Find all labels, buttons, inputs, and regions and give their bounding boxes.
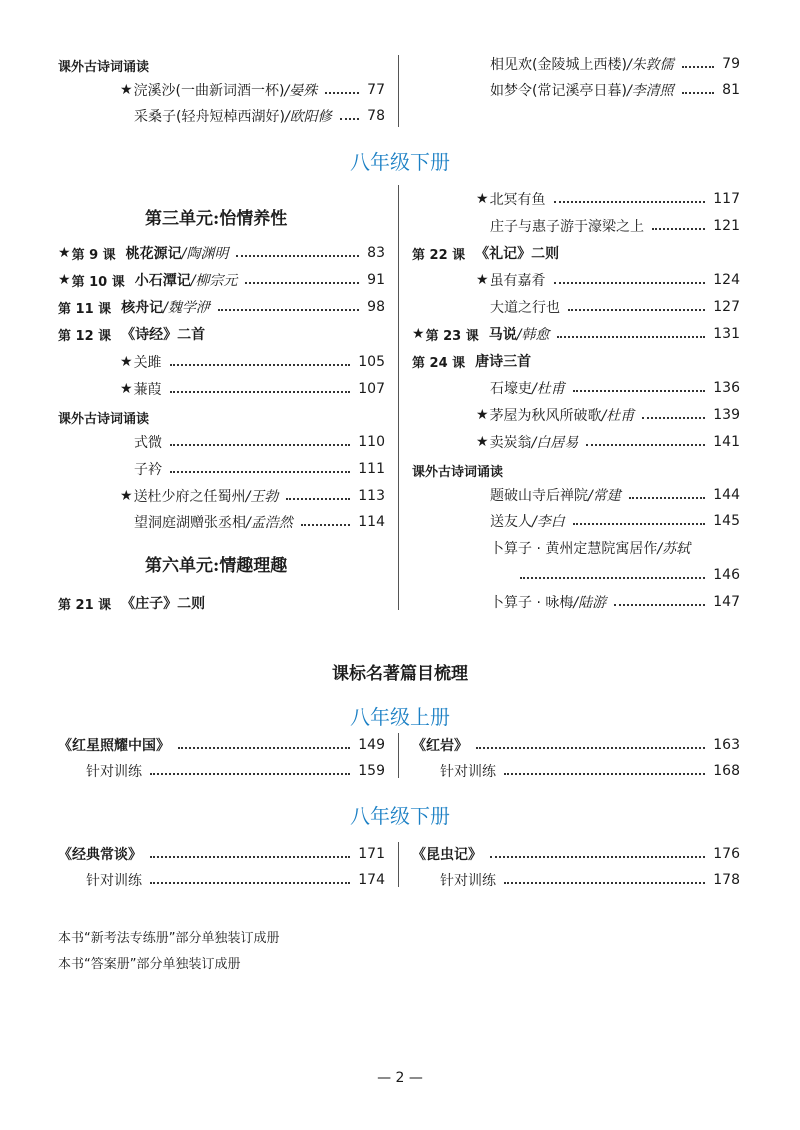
toc-entry[interactable] bbox=[490, 376, 740, 400]
toc-entry[interactable] bbox=[440, 868, 740, 892]
entry-title: 子衿 bbox=[134, 462, 162, 478]
toc-entry[interactable] bbox=[58, 268, 385, 292]
toc-entry[interactable] bbox=[58, 241, 385, 265]
star-icon: ★ bbox=[476, 272, 489, 288]
dot-leader bbox=[504, 773, 705, 775]
dot-leader bbox=[218, 309, 359, 311]
entry-page: 144 bbox=[713, 487, 740, 503]
entry-title: 庄子与惠子游于濠梁之上 bbox=[490, 219, 644, 235]
entry-page: 171 bbox=[358, 846, 385, 862]
entry-page: 178 bbox=[713, 872, 740, 888]
toc-entry[interactable] bbox=[134, 104, 385, 128]
toc-entry[interactable] bbox=[120, 78, 385, 102]
entry-author: /常建 bbox=[588, 488, 621, 504]
lesson-number: 第 21 课 bbox=[58, 597, 112, 613]
entry-title: 虽有嘉肴 bbox=[489, 273, 546, 289]
entry-title: 针对训练 bbox=[440, 873, 496, 889]
dot-leader bbox=[614, 604, 705, 606]
toc-entry[interactable] bbox=[86, 759, 385, 783]
dot-leader bbox=[554, 201, 706, 203]
entry-page: 168 bbox=[713, 763, 740, 779]
dot-leader bbox=[504, 882, 705, 884]
dot-leader bbox=[476, 747, 705, 749]
entry-title: 《庄子》二则 bbox=[121, 596, 206, 612]
entry-page: 117 bbox=[713, 191, 740, 207]
entry-author: /李白 bbox=[532, 514, 565, 530]
dot-leader bbox=[150, 856, 350, 858]
entry-page: 163 bbox=[713, 737, 740, 753]
star-icon: ★ bbox=[120, 82, 133, 98]
toc-entry[interactable] bbox=[476, 403, 740, 427]
entry-title: 针对训练 bbox=[86, 873, 142, 889]
entry-title: 小石潭记 bbox=[134, 273, 191, 289]
toc-entry[interactable] bbox=[490, 295, 740, 319]
lesson-number: 第 12 课 bbox=[58, 328, 112, 344]
entry-author: /韩愈 bbox=[516, 327, 550, 343]
entry-author: /白居易 bbox=[531, 435, 579, 451]
entry-title: 《红岩》 bbox=[412, 738, 468, 754]
toc-entry[interactable] bbox=[120, 350, 385, 374]
entry-page: 174 bbox=[358, 872, 385, 888]
entry-title: 《红星照耀中国》 bbox=[58, 738, 170, 754]
grade-heading-8-lower: 八年级下册 bbox=[350, 150, 450, 174]
entry-author: /王勃 bbox=[245, 489, 279, 505]
dot-leader bbox=[301, 524, 351, 526]
toc-entry[interactable] bbox=[412, 322, 740, 346]
toc-entry[interactable] bbox=[134, 430, 385, 454]
entry-title: 《经典常谈》 bbox=[58, 847, 142, 863]
toc-entry[interactable] bbox=[490, 590, 740, 614]
star-icon: ★ bbox=[476, 191, 489, 207]
entry-page: 141 bbox=[713, 434, 740, 450]
toc-entry[interactable] bbox=[412, 241, 740, 265]
dot-leader bbox=[150, 882, 350, 884]
dot-leader bbox=[170, 444, 350, 446]
section-label-extra-poetry-top: 课外古诗词诵读 bbox=[58, 60, 150, 75]
entry-page: 105 bbox=[358, 354, 385, 370]
toc-entry[interactable] bbox=[412, 733, 740, 757]
page-number: — 2 — bbox=[377, 1070, 423, 1086]
binding-note: 本书“答案册”部分单独装订成册 bbox=[58, 957, 241, 972]
dot-leader bbox=[520, 577, 705, 579]
toc-entry[interactable] bbox=[440, 759, 740, 783]
star-icon: ★ bbox=[120, 381, 133, 397]
entry-author: /陆游 bbox=[573, 595, 607, 611]
entry-title: 相见欢(金陵城上西楼) bbox=[490, 57, 627, 73]
toc-entry[interactable] bbox=[490, 536, 740, 560]
entry-title: 马说 bbox=[488, 327, 517, 343]
dot-leader bbox=[554, 282, 706, 284]
entry-title: 卜算子 · 黄州定慧院寓居作 bbox=[490, 541, 658, 557]
dot-leader bbox=[557, 336, 705, 338]
toc-entry[interactable] bbox=[58, 842, 385, 866]
entry-title: 石壕吏 bbox=[490, 381, 532, 397]
entry-title: 送杜少府之任蜀州 bbox=[133, 489, 246, 505]
entry-title: 核舟记 bbox=[121, 300, 164, 316]
entry-author: /孟浩然 bbox=[246, 515, 293, 531]
binding-note: 本书“新考法专练册”部分单独装订成册 bbox=[58, 931, 280, 946]
grade-heading-8-lower-classics: 八年级下册 bbox=[350, 804, 450, 828]
star-icon: ★ bbox=[120, 488, 133, 504]
entry-title: 蒹葭 bbox=[133, 382, 162, 398]
entry-page: 146 bbox=[713, 567, 740, 583]
dot-leader bbox=[586, 444, 705, 446]
column-divider-top bbox=[398, 55, 399, 127]
lesson-number: 第 23 课 bbox=[425, 328, 479, 344]
dot-leader bbox=[245, 282, 359, 284]
entry-title: 关雎 bbox=[133, 355, 162, 371]
unit-heading-6: 第六单元:情趣理趣 bbox=[145, 556, 288, 576]
dot-leader bbox=[573, 523, 706, 525]
star-icon: ★ bbox=[58, 272, 71, 288]
entry-page: 147 bbox=[713, 594, 740, 610]
dot-leader bbox=[340, 118, 360, 120]
dot-leader bbox=[236, 255, 359, 257]
star-icon: ★ bbox=[476, 434, 489, 450]
entry-title: 望洞庭湖赠张丞相 bbox=[134, 515, 246, 531]
dot-leader bbox=[325, 92, 359, 94]
dot-leader bbox=[642, 417, 705, 419]
star-icon: ★ bbox=[58, 245, 71, 261]
entry-page: 107 bbox=[358, 381, 385, 397]
entry-title: 北冥有鱼 bbox=[489, 192, 546, 208]
entry-page: 127 bbox=[713, 299, 740, 315]
entry-page: 176 bbox=[713, 846, 740, 862]
toc-entry[interactable] bbox=[490, 78, 740, 102]
entry-page: 81 bbox=[722, 82, 740, 98]
entry-title: 茅屋为秋风所破歌 bbox=[489, 408, 602, 424]
toc-entry[interactable] bbox=[476, 187, 740, 211]
section-label-extra-poetry: 课外古诗词诵读 bbox=[58, 412, 150, 427]
dot-leader bbox=[490, 856, 705, 858]
toc-entry[interactable] bbox=[120, 377, 385, 401]
lesson-number: 第 11 课 bbox=[58, 301, 112, 317]
entry-page: 124 bbox=[713, 272, 740, 288]
entry-page: 145 bbox=[713, 513, 740, 529]
entry-page: 121 bbox=[713, 218, 740, 234]
entry-page: 159 bbox=[358, 763, 385, 779]
dot-leader bbox=[178, 747, 350, 749]
toc-entry[interactable] bbox=[58, 733, 385, 757]
dot-leader bbox=[170, 364, 351, 366]
entry-title: 《礼记》二则 bbox=[475, 246, 560, 262]
toc-entry[interactable] bbox=[412, 349, 740, 373]
toc-entry[interactable] bbox=[120, 484, 385, 508]
unit-heading-3: 第三单元:怡情养性 bbox=[145, 209, 288, 229]
lesson-number: 第 10 课 bbox=[71, 274, 125, 290]
entry-author: /柳宗元 bbox=[190, 273, 238, 289]
entry-title: 题破山寺后禅院 bbox=[490, 488, 588, 504]
dot-leader bbox=[682, 92, 715, 94]
toc-entry[interactable] bbox=[134, 510, 385, 534]
entry-title: 式微 bbox=[134, 435, 162, 451]
entry-title: 采桑子(轻舟短棹西湖好) bbox=[134, 109, 285, 125]
entry-title: 桃花源记 bbox=[125, 246, 182, 262]
entry-page: 77 bbox=[367, 82, 385, 98]
entry-author: /李清照 bbox=[626, 83, 674, 99]
dot-leader bbox=[150, 773, 350, 775]
entry-page: 136 bbox=[713, 380, 740, 396]
classics-heading: 课标名著篇目梳理 bbox=[332, 664, 468, 684]
star-icon: ★ bbox=[120, 354, 133, 370]
toc-entry[interactable] bbox=[58, 322, 385, 346]
entry-page: 111 bbox=[358, 461, 385, 477]
toc-entry[interactable] bbox=[490, 483, 740, 507]
section-label-extra-poetry-right: 课外古诗词诵读 bbox=[412, 465, 504, 480]
entry-author: /杜甫 bbox=[601, 408, 635, 424]
entry-author: /陶渊明 bbox=[181, 246, 229, 262]
toc-entry[interactable] bbox=[412, 842, 740, 866]
entry-page: 114 bbox=[358, 514, 385, 530]
dot-leader bbox=[629, 497, 706, 499]
entry-title: 针对训练 bbox=[86, 764, 142, 780]
entry-title: 卖炭翁 bbox=[489, 435, 532, 451]
column-divider-classics-lower bbox=[398, 842, 399, 887]
entry-author: /杜甫 bbox=[532, 381, 565, 397]
entry-page: 83 bbox=[367, 245, 385, 261]
grade-heading-8-upper: 八年级上册 bbox=[350, 705, 450, 729]
toc-entry[interactable] bbox=[490, 214, 740, 238]
star-icon: ★ bbox=[476, 407, 489, 423]
entry-page: 91 bbox=[367, 272, 385, 288]
entry-page: 149 bbox=[358, 737, 385, 753]
entry-author: /朱敦儒 bbox=[626, 57, 674, 73]
column-divider-middle bbox=[398, 185, 399, 610]
entry-title: 《昆虫记》 bbox=[412, 847, 482, 863]
toc-entry[interactable] bbox=[490, 509, 740, 533]
entry-title: 针对训练 bbox=[440, 764, 496, 780]
dot-leader bbox=[170, 391, 351, 393]
entry-page: 78 bbox=[367, 108, 385, 124]
entry-title: 卜算子 · 咏梅 bbox=[490, 595, 574, 611]
entry-page: 98 bbox=[367, 299, 385, 315]
entry-title: 《诗经》二首 bbox=[121, 327, 206, 343]
entry-author: /晏殊 bbox=[284, 83, 318, 99]
dot-leader bbox=[573, 390, 706, 392]
dot-leader bbox=[568, 309, 705, 311]
dot-leader bbox=[682, 66, 715, 68]
entry-page: 139 bbox=[713, 407, 740, 423]
toc-entry[interactable] bbox=[58, 295, 385, 319]
dot-leader bbox=[170, 471, 350, 473]
entry-page: 110 bbox=[358, 434, 385, 450]
lesson-number: 第 24 课 bbox=[412, 355, 466, 371]
entry-author: /欧阳修 bbox=[284, 109, 332, 125]
toc-entry[interactable] bbox=[490, 52, 740, 76]
lesson-number: 第 9 课 bbox=[71, 247, 116, 263]
toc-entry[interactable] bbox=[134, 457, 385, 481]
entry-page: 131 bbox=[713, 326, 740, 342]
dot-leader bbox=[652, 228, 705, 230]
toc-entry-continuation[interactable] bbox=[520, 563, 740, 587]
toc-entry[interactable] bbox=[476, 268, 740, 292]
column-divider-classics-upper bbox=[398, 733, 399, 778]
entry-page: 113 bbox=[358, 488, 385, 504]
entry-title: 唐诗三首 bbox=[475, 354, 532, 370]
entry-author: /苏轼 bbox=[657, 541, 691, 557]
toc-entry[interactable] bbox=[86, 868, 385, 892]
dot-leader bbox=[286, 498, 350, 500]
lesson-number: 第 22 课 bbox=[412, 247, 466, 263]
entry-title: 浣溪沙(一曲新词酒一杯) bbox=[133, 83, 285, 99]
star-icon: ★ bbox=[412, 326, 425, 342]
entry-author: /魏学洢 bbox=[163, 300, 210, 316]
entry-page: 79 bbox=[722, 56, 740, 72]
entry-title: 大道之行也 bbox=[490, 300, 560, 316]
toc-entry[interactable] bbox=[476, 430, 740, 454]
toc-entry[interactable] bbox=[58, 591, 385, 615]
entry-title: 送友人 bbox=[490, 514, 532, 530]
entry-title: 如梦令(常记溪亭日暮) bbox=[490, 83, 627, 99]
